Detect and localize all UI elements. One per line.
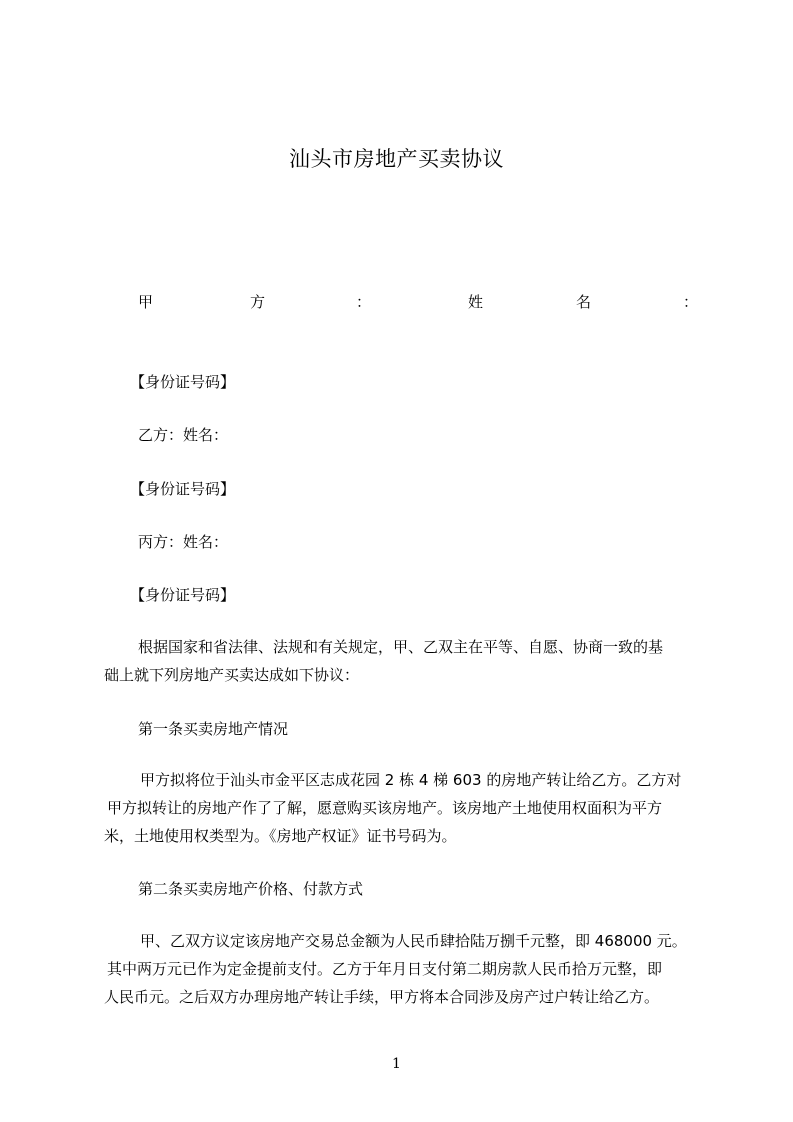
party-a-line bbox=[138, 291, 698, 313]
party-a-char: ： bbox=[356, 293, 372, 311]
party-a-char: ： bbox=[683, 293, 699, 311]
id-number-label: 【身份证号码】 bbox=[130, 586, 236, 604]
article-1-paragraph bbox=[104, 766, 704, 850]
party-a-char: 姓 bbox=[468, 293, 484, 311]
id-number-label: 【身份证号码】 bbox=[130, 480, 236, 498]
page-number: 1 bbox=[392, 1056, 401, 1072]
article-1-heading: 第一条买卖房地产情况 bbox=[138, 720, 289, 738]
paragraph-line: 其中两万元已作为定金提前支付。乙方于年月日支付第二期房款人民币拾万元整，即 bbox=[107, 960, 663, 978]
id-number-label: 【身份证号码】 bbox=[130, 373, 236, 391]
paragraph-line: 础上就下列房地产买卖达成如下协议： bbox=[104, 666, 360, 684]
paragraph-line: 甲、乙双方议定该房地产交易总金额为人民币肆拾陆万捌千元整，即 468000 元。 bbox=[140, 932, 687, 950]
paragraph-line: 人民币元。之后双方办理房地产转让手续，甲方将本合同涉及房产过户转让给乙方。 bbox=[104, 988, 660, 1006]
party-c-line: 丙方：姓名： bbox=[138, 533, 229, 551]
party-a-char: 名 bbox=[576, 293, 592, 311]
paragraph-line: 甲方拟转让的房地产作了了解，愿意购买该房地产。该房地产土地使用权面积为平方 bbox=[107, 799, 663, 817]
party-b-line: 乙方：姓名： bbox=[138, 426, 229, 444]
document-title: 汕头市房地产买卖协议 bbox=[289, 147, 504, 171]
article-2-paragraph bbox=[104, 927, 704, 1011]
article-2-heading: 第二条买卖房地产价格、付款方式 bbox=[138, 880, 364, 898]
preamble-paragraph bbox=[104, 633, 704, 689]
party-a-char: 甲 bbox=[138, 293, 154, 311]
paragraph-line: 根据国家和省法律、法规和有关规定，甲、乙双主在平等、自愿、协商一致的基 bbox=[138, 638, 664, 656]
party-a-char: 方 bbox=[250, 293, 266, 311]
paragraph-line: 甲方拟将位于汕头市金平区志成花园 2 栋 4 梯 603 的房地产转让给乙方。乙方对 bbox=[140, 771, 682, 789]
paragraph-line: 米，土地使用权类型为。《房地产权证》证书号码为。 bbox=[104, 827, 457, 845]
